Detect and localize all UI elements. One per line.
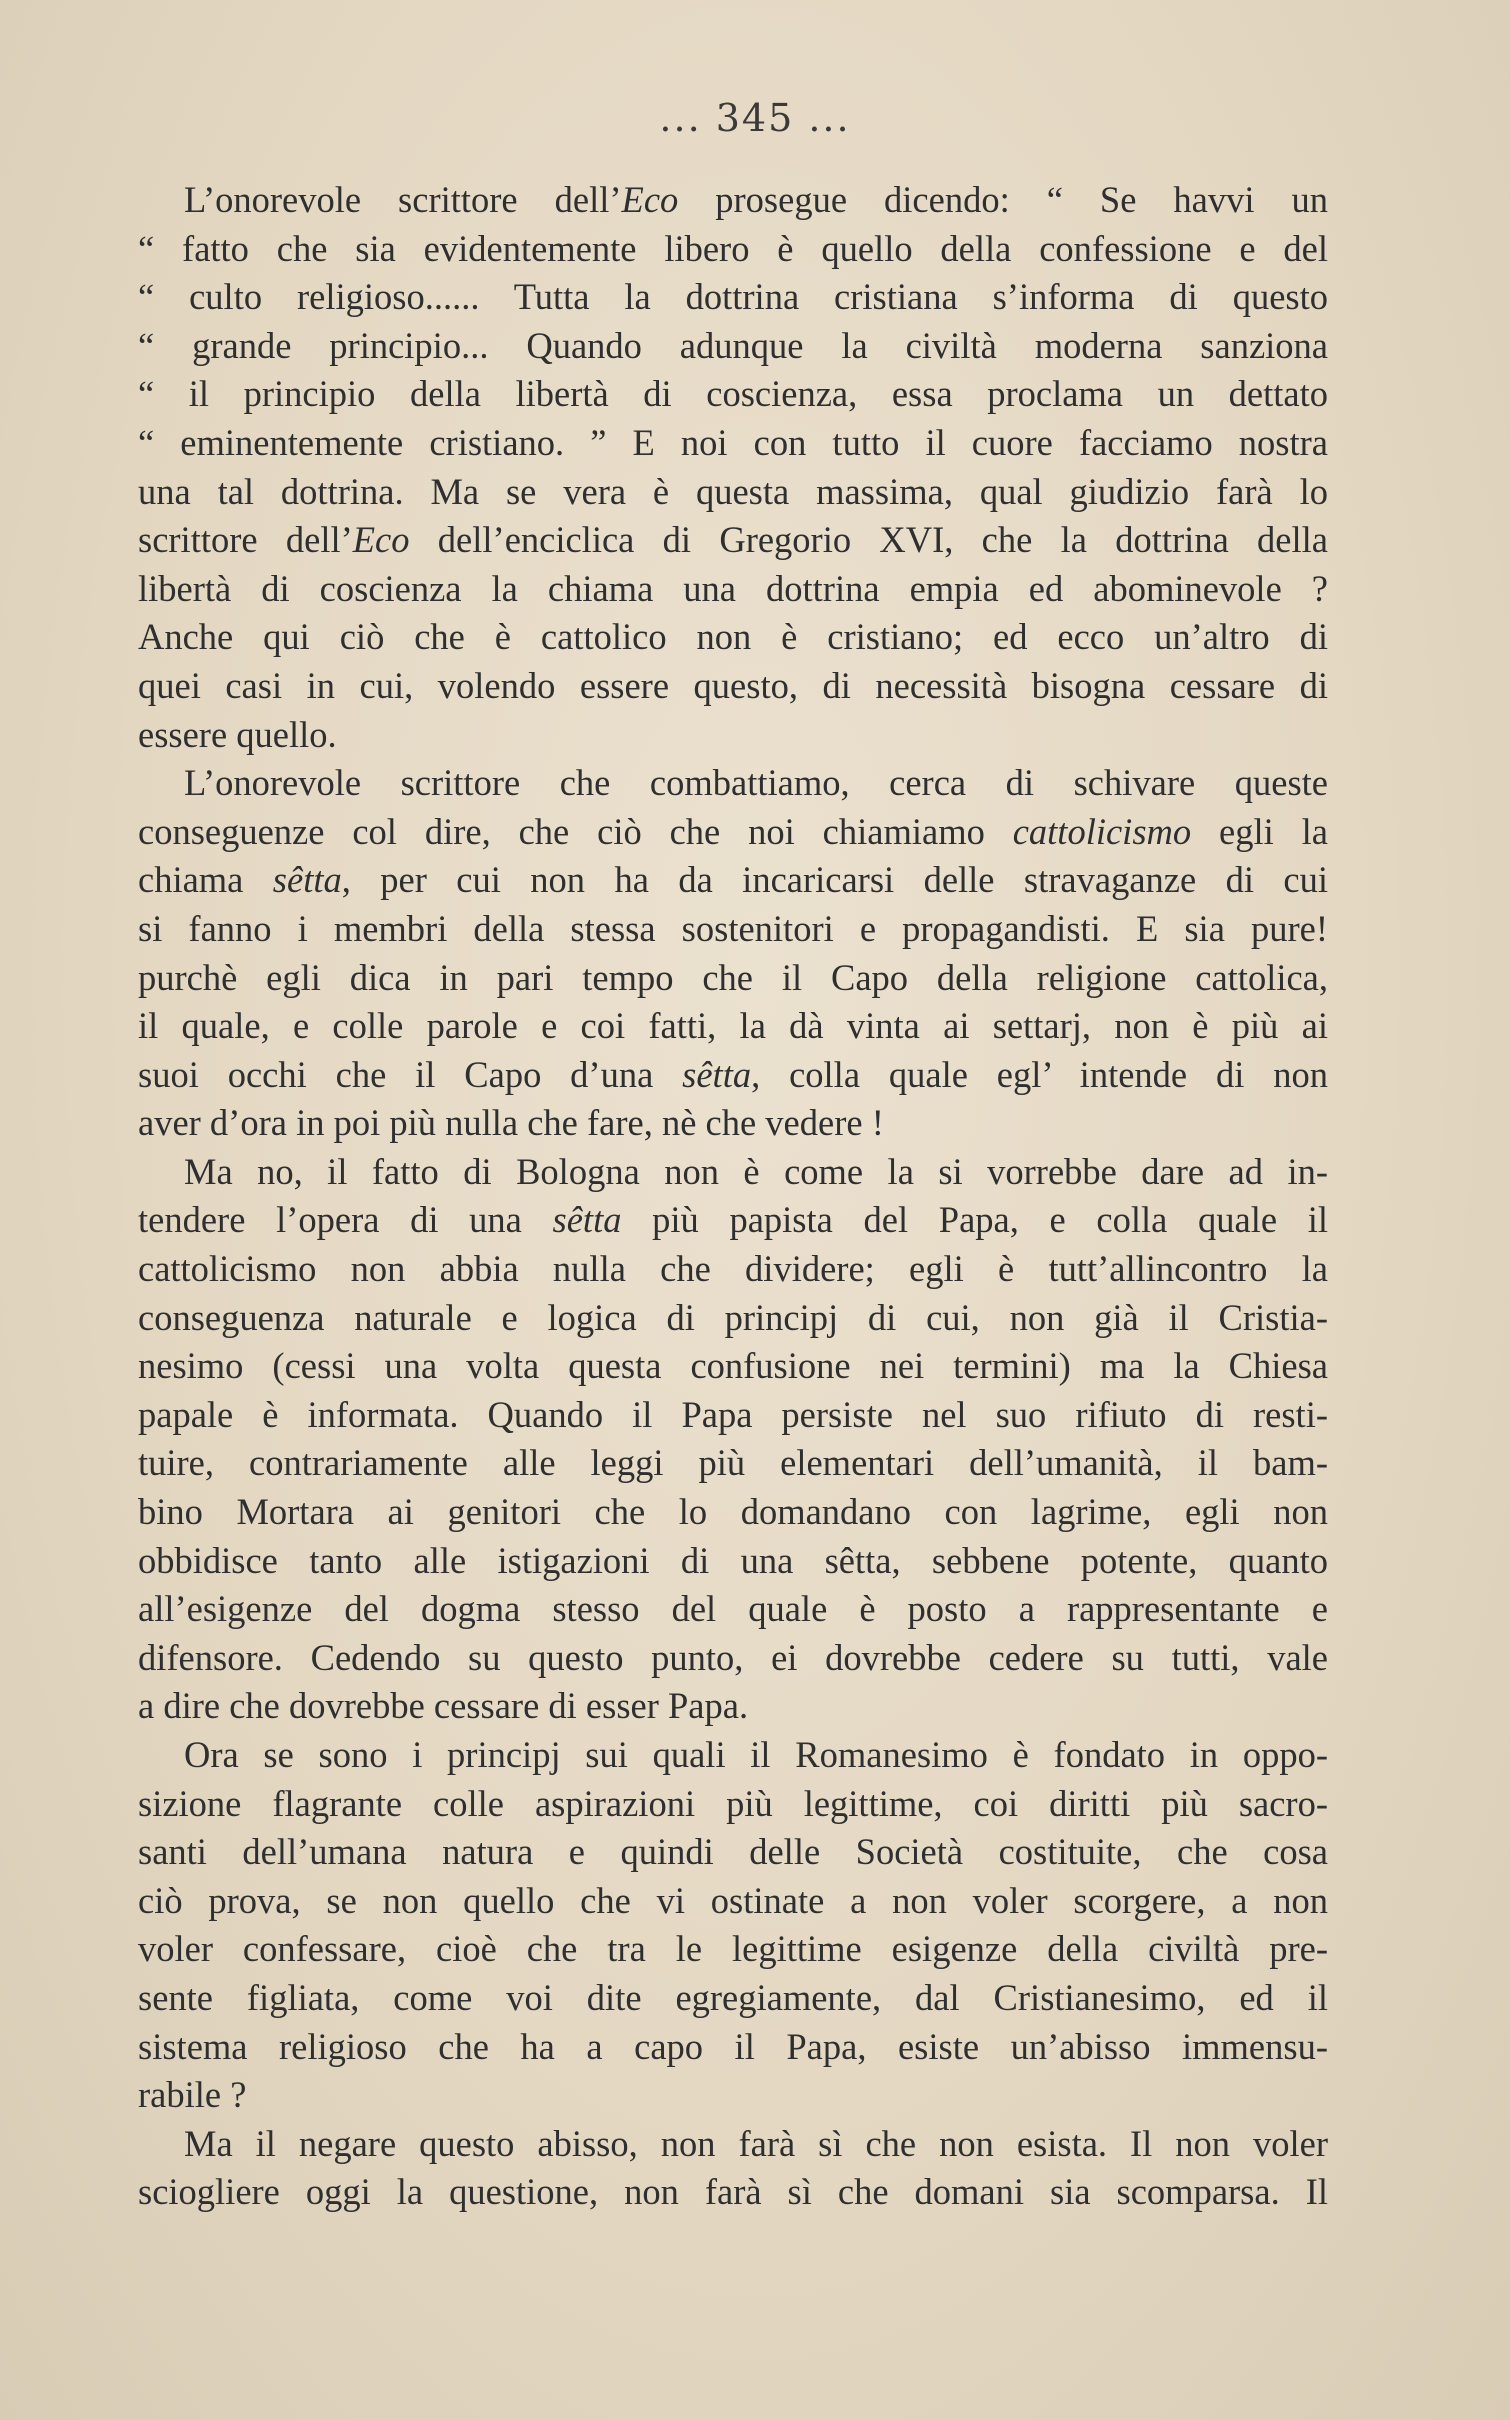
text-line [138, 1294, 1328, 1343]
text-line [138, 1051, 1328, 1100]
italic-term: sêtta [272, 859, 342, 901]
text-line [138, 176, 1328, 225]
text-segment: essere quello. [138, 713, 337, 755]
text-line [138, 1245, 1328, 1294]
text-line [138, 1439, 1328, 1488]
text-line [138, 1488, 1328, 1537]
text-segment: suoi occhi che il Capo d’una [138, 1053, 683, 1095]
text-segment: bino Mortara ai genitori che lo domandano con lagrime, egli non [138, 1491, 1328, 1533]
text-line [138, 1731, 1328, 1780]
text-line [138, 1634, 1328, 1683]
text-line [138, 1196, 1328, 1245]
italic-term: cattolicismo [1012, 810, 1192, 852]
text-line [138, 2120, 1328, 2169]
text-segment: rabile ? [138, 2074, 247, 2116]
text-segment: “ fatto che sia evidentemente libero è quello della confessione e del [138, 227, 1328, 269]
text-segment: voler confessare, cioè che tra le legittime esigenze della civiltà pre- [138, 1928, 1328, 1970]
text-line [138, 1682, 1328, 1731]
text-line [138, 1148, 1328, 1197]
text-line [138, 370, 1328, 419]
text-segment: quei casi in cui, volendo essere questo, di necessità bisogna cessare di [138, 664, 1328, 706]
text-segment: “ eminentemente cristiano. ” E noi con tutto il cuore facciamo nostra [138, 421, 1328, 463]
text-segment: cattolicismo non abbia nulla che dividere; egli è tutt’allincontro la [138, 1248, 1328, 1290]
text-segment: difensore. Cedendo su questo punto, ei dovrebbe cedere su tutti, vale [138, 1636, 1328, 1678]
text-line [138, 856, 1328, 905]
text-line [138, 1877, 1328, 1926]
text-line [138, 1974, 1328, 2023]
text-line [138, 1828, 1328, 1877]
text-segment: ciò prova, se non quello che vi ostinate a non voler scorgere, a non [138, 1879, 1328, 1921]
text-segment: sente figliata, come voi dite egregiamente, dal Cristianesimo, ed il [138, 1976, 1328, 2018]
text-segment: obbidisce tanto alle istigazioni di una sêtta, sebbene potente, quanto [138, 1539, 1328, 1581]
text-line [138, 2168, 1328, 2217]
text-segment: “ grande principio... Quando adunque la civiltà moderna sanziona [138, 324, 1328, 366]
italic-term: Eco [621, 179, 679, 220]
text-segment: L’onorevole scrittore che combattiamo, cerca di schivare queste [184, 762, 1328, 804]
text-segment: Ma il negare questo abisso, non farà sì che non esista. Il non voler [184, 2122, 1328, 2164]
text-line [138, 711, 1328, 760]
text-line [138, 1585, 1328, 1634]
text-line [138, 419, 1328, 468]
text-segment: L’onorevole scrittore dell’ [184, 179, 622, 220]
text-segment: conseguenza naturale e logica di principj di cui, non già il Cristia- [138, 1296, 1328, 1338]
text-line [138, 1342, 1328, 1391]
text-segment: all’esigenze del dogma stesso del quale è posto a rappresentante e [138, 1588, 1328, 1630]
text-segment: sizione flagrante colle aspirazioni più legittime, coi diritti più sacro- [138, 1782, 1328, 1824]
text-line [138, 1925, 1328, 1974]
italic-term: sêtta [682, 1053, 752, 1095]
text-segment: chiama [138, 859, 273, 901]
text-segment: Ora se sono i principj sui quali il Romanesimo è fondato in oppo- [184, 1734, 1328, 1775]
text-line [138, 905, 1328, 954]
text-segment: purchè egli dica in pari tempo che il Capo della religione cattolica, [138, 956, 1328, 998]
text-line [138, 468, 1328, 517]
text-line [138, 808, 1328, 857]
text-segment: a dire che dovrebbe cessare di esser Papa. [138, 1685, 749, 1727]
text-line [138, 273, 1328, 322]
text-segment: una tal dottrina. Ma se vera è questa massima, qual giudizio farà lo [138, 470, 1328, 512]
text-line [138, 1002, 1328, 1051]
text-segment: , colla quale egl’ intende di non [751, 1053, 1328, 1095]
italic-term: sêtta [552, 1199, 622, 1241]
text-segment: conseguenze col dire, che ciò che noi chiamiamo [138, 810, 1013, 852]
text-line [138, 516, 1328, 565]
text-segment: aver d’ora in poi più nulla che fare, nè che vedere ! [138, 1102, 884, 1144]
text-line [138, 662, 1328, 711]
text-segment: si fanno i membri della stessa sostenitori e propagandisti. E sia pure! [138, 907, 1328, 949]
text-segment: sistema religioso che ha a capo il Papa, esiste un’abisso immensu- [138, 2025, 1328, 2067]
text-segment: nesimo (cessi una volta questa confusione nei termini) ma la Chiesa [138, 1345, 1328, 1387]
text-segment: prosegue dicendo: “ Se havvi un [678, 179, 1329, 220]
text-segment: sciogliere oggi la questione, non farà sì che domani sia scomparsa. Il [138, 2171, 1328, 2213]
italic-term: Eco [352, 519, 410, 561]
text-line [138, 1391, 1328, 1440]
text-line [138, 613, 1328, 662]
text-segment: egli la [1191, 810, 1328, 852]
text-segment: scrittore dell’ [138, 519, 353, 561]
text-line [138, 2071, 1328, 2120]
text-line [138, 759, 1328, 808]
text-segment: Anche qui ciò che è cattolico non è cristiano; ed ecco un’altro di [138, 616, 1328, 658]
text-line [138, 225, 1328, 274]
text-line [138, 954, 1328, 1003]
text-segment: tendere l’opera di una [138, 1199, 553, 1241]
text-segment: “ il principio della libertà di coscienza, essa proclama un dettato [138, 373, 1328, 415]
body-text [138, 176, 1328, 2217]
text-line [138, 1537, 1328, 1586]
text-line [138, 565, 1328, 614]
text-line [138, 2023, 1328, 2072]
page-number: ... 345 ... [659, 96, 851, 140]
text-segment: “ culto religioso...... Tutta la dottrina cristiana s’informa di questo [138, 276, 1328, 318]
text-segment: , per cui non ha da incaricarsi delle stravaganze di cui [341, 859, 1328, 901]
text-line [138, 1099, 1328, 1148]
text-segment: libertà di coscienza la chiama una dottrina empia ed abominevole ? [138, 567, 1328, 609]
text-segment: più papista del Papa, e colla quale il [621, 1199, 1328, 1241]
text-segment: santi dell’umana natura e quindi delle Società costituite, che cosa [138, 1831, 1328, 1873]
text-segment: il quale, e colle parole e coi fatti, la dà vinta ai settarj, non è più ai [138, 1005, 1328, 1047]
text-line [138, 322, 1328, 371]
text-segment: Ma no, il fatto di Bologna non è come la si vorrebbe dare ad in- [184, 1150, 1328, 1192]
text-segment: dell’enciclica di Gregorio XVI, che la dottrina della [409, 519, 1328, 561]
text-segment: papale è informata. Quando il Papa persiste nel suo rifiuto di resti- [138, 1393, 1328, 1435]
text-segment: tuire, contrariamente alle leggi più elementari dell’umanità, il bam- [138, 1442, 1328, 1484]
text-line [138, 1780, 1328, 1829]
